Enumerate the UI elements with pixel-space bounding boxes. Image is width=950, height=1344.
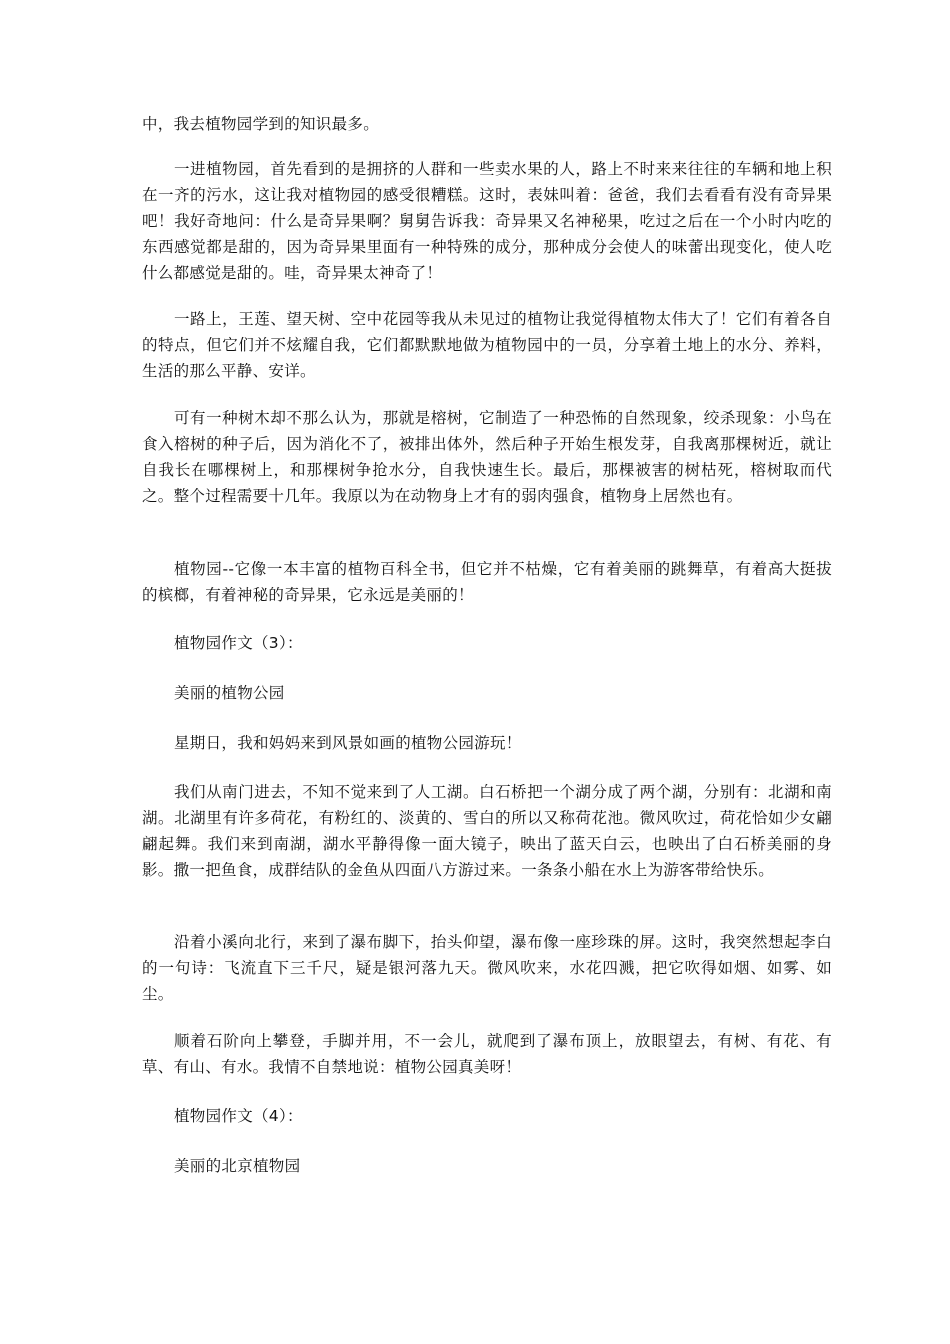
essay-title-3: 美丽的植物公园 (174, 684, 285, 702)
paragraph-lake: 我们从南门进去，不知不觉来到了人工湖。白石桥把一个湖分成了两个湖，分别有：北湖和南湖。北湖里有许多荷花，有粉红的、淡黄的、雪白的所以又称荷花池。微风吹过，荷花恰如少女翩翩起舞。我们来到南湖，湖水平静得像一面大镜子，映出了蓝天白云，也映出了白石桥美丽的身影。撒一把鱼食，成群结队的金鱼从四面八方游过来。一条条小船在水上为游客带给快乐。 (142, 783, 832, 879)
paragraph-continuation: 中，我去植物园学到的知识最多。 (142, 115, 380, 133)
paragraph-banyan-tree: 可有一种树木却不那么认为，那就是榕树，它制造了一种恐怖的自然现象，绞杀现象：小鸟在食入榕树的种子后，因为消化不了，被排出体外，然后种子开始生根发芽，自我离那棵树近，就让自我长在哪棵树上，和那棵树争抢水分，自我快速生长。最后，那棵被害的树枯死，榕树取而代之。整个过程需要十几年。我原以为在动物身上才有的弱肉强食，植物身上居然也有。 (142, 409, 832, 505)
paragraph-climbing: 顺着石阶向上攀登，手脚并用，不一会儿，就爬到了瀑布顶上，放眼望去，有树、有花、有草、有山、有水。我情不自禁地说：植物公园真美呀！ (142, 1032, 832, 1076)
paragraph-waterfall: 沿着小溪向北行，来到了瀑布脚下，抬头仰望，瀑布像一座珍珠的屏。这时，我突然想起李白的一句诗：飞流直下三千尺，疑是银河落九天。微风吹来，水花四溅，把它吹得如烟、如雾、如尘。 (142, 933, 832, 1003)
essay-title-4: 美丽的北京植物园 (174, 1157, 301, 1175)
paragraph-garden-summary: 植物园--它像一本丰富的植物百科全书，但它并不枯燥，它有着美丽的跳舞草，有着高大挺拔的槟榔，有着神秘的奇异果，它永远是美丽的！ (142, 560, 832, 604)
paragraph-entering-garden: 一进植物园，首先看到的是拥挤的人群和一些卖水果的人，路上不时来来往往的车辆和地上积在一齐的污水，这让我对植物园的感受很糟糕。这时，表妹叫着：爸爸，我们去看看有没有奇异果吧！我好奇地问：什么是奇异果啊？舅舅告诉我：奇异果又名神秘果，吃过之后在一个小时内吃的东西感觉都是甜的，因为奇异果里面有一种特殊的成分，那种成分会使人的味蕾出现变化，使人吃什么都感觉是甜的。哇，奇异果太神奇了！ (142, 160, 832, 282)
essay-heading-3: 植物园作文（3）： (174, 634, 303, 652)
essay-heading-4: 植物园作文（4）： (174, 1107, 303, 1125)
paragraph-sunday-visit: 星期日，我和妈妈来到风景如画的植物公园游玩！ (174, 734, 522, 752)
paragraph-plants-along-way: 一路上，王莲、望天树、空中花园等我从未见过的植物让我觉得植物太伟大了！它们有着各自的特点，但它们并不炫耀自我，它们都默默地做为植物园中的一员，分享着土地上的水分、养料，生活的那么平静、安详。 (142, 310, 832, 380)
